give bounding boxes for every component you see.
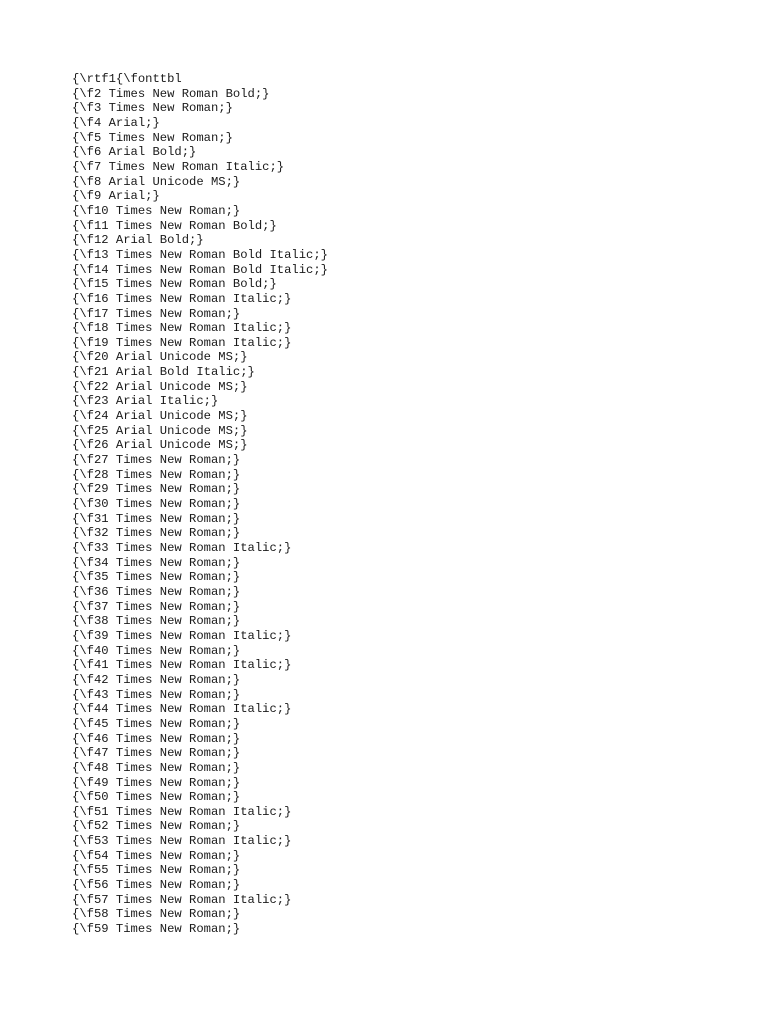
code-line: {\f13 Times New Roman Bold Italic;}	[72, 247, 328, 262]
code-line: {\f38 Times New Roman;}	[72, 614, 241, 629]
code-line: {\f41 Times New Roman Italic;}	[72, 658, 292, 673]
code-line: {\f40 Times New Roman;}	[72, 643, 241, 658]
code-line: {\f20 Arial Unicode MS;}	[72, 350, 248, 365]
code-line: {\f59 Times New Roman;}	[72, 922, 241, 937]
code-line: {\f6 Arial Bold;}	[72, 145, 197, 160]
code-line: {\f19 Times New Roman Italic;}	[72, 335, 292, 350]
code-line: {\f49 Times New Roman;}	[72, 775, 241, 790]
code-line: {\f27 Times New Roman;}	[72, 453, 241, 468]
code-line: {\f4 Arial;}	[72, 115, 160, 130]
code-line: {\f5 Times New Roman;}	[72, 130, 233, 145]
code-line: {\f28 Times New Roman;}	[72, 467, 241, 482]
code-line: {\f25 Arial Unicode MS;}	[72, 423, 248, 438]
code-line: {\f7 Times New Roman Italic;}	[72, 159, 285, 174]
code-line: {\f42 Times New Roman;}	[72, 672, 241, 687]
code-line: {\f23 Arial Italic;}	[72, 394, 219, 409]
code-line: {\f34 Times New Roman;}	[72, 555, 241, 570]
code-line: {\f15 Times New Roman Bold;}	[72, 277, 277, 292]
rtf-font-table	[72, 72, 328, 937]
code-line: {\f26 Arial Unicode MS;}	[72, 438, 248, 453]
code-line: {\f3 Times New Roman;}	[72, 101, 233, 116]
code-line: {\f17 Times New Roman;}	[72, 306, 241, 321]
code-line: {\f35 Times New Roman;}	[72, 570, 241, 585]
code-line: {\f14 Times New Roman Bold Italic;}	[72, 262, 328, 277]
code-line: {\f46 Times New Roman;}	[72, 731, 241, 746]
code-line: {\f22 Arial Unicode MS;}	[72, 379, 248, 394]
code-line: {\f51 Times New Roman Italic;}	[72, 804, 292, 819]
code-line: {\f44 Times New Roman Italic;}	[72, 702, 292, 717]
code-line: {\f8 Arial Unicode MS;}	[72, 174, 241, 189]
code-line: {\f53 Times New Roman Italic;}	[72, 834, 292, 849]
code-line: {\f45 Times New Roman;}	[72, 716, 241, 731]
code-line: {\f21 Arial Bold Italic;}	[72, 365, 255, 380]
code-line: {\rtf1{\fonttbl	[72, 72, 182, 86]
code-line: {\f52 Times New Roman;}	[72, 819, 241, 834]
code-line: {\f37 Times New Roman;}	[72, 599, 241, 614]
code-line: {\f32 Times New Roman;}	[72, 526, 241, 541]
code-line: {\f33 Times New Roman Italic;}	[72, 541, 292, 555]
code-line: {\f24 Arial Unicode MS;}	[72, 409, 248, 424]
code-line: {\f9 Arial;}	[72, 189, 160, 204]
code-line: {\f31 Times New Roman;}	[72, 511, 241, 526]
code-line: {\f50 Times New Roman;}	[72, 790, 241, 805]
code-line: {\f48 Times New Roman;}	[72, 760, 241, 775]
code-line: {\f11 Times New Roman Bold;}	[72, 218, 277, 233]
code-line: {\f43 Times New Roman;}	[72, 687, 241, 702]
code-line: {\f58 Times New Roman;}	[72, 907, 241, 922]
code-line: {\f29 Times New Roman;}	[72, 482, 241, 497]
code-line: {\f54 Times New Roman;}	[72, 848, 241, 863]
code-line: {\f30 Times New Roman;}	[72, 497, 241, 512]
code-line: {\f47 Times New Roman;}	[72, 746, 241, 761]
code-line: {\f16 Times New Roman Italic;}	[72, 291, 292, 306]
code-line: {\f18 Times New Roman Italic;}	[72, 321, 292, 336]
code-line: {\f56 Times New Roman;}	[72, 878, 241, 893]
code-line: {\f39 Times New Roman Italic;}	[72, 628, 292, 643]
code-line: {\f12 Arial Bold;}	[72, 233, 204, 248]
code-line: {\f2 Times New Roman Bold;}	[72, 86, 270, 101]
code-line: {\f57 Times New Roman Italic;}	[72, 892, 292, 907]
code-line: {\f10 Times New Roman;}	[72, 203, 241, 218]
code-line: {\f55 Times New Roman;}	[72, 863, 241, 878]
code-line: {\f36 Times New Roman;}	[72, 584, 241, 599]
